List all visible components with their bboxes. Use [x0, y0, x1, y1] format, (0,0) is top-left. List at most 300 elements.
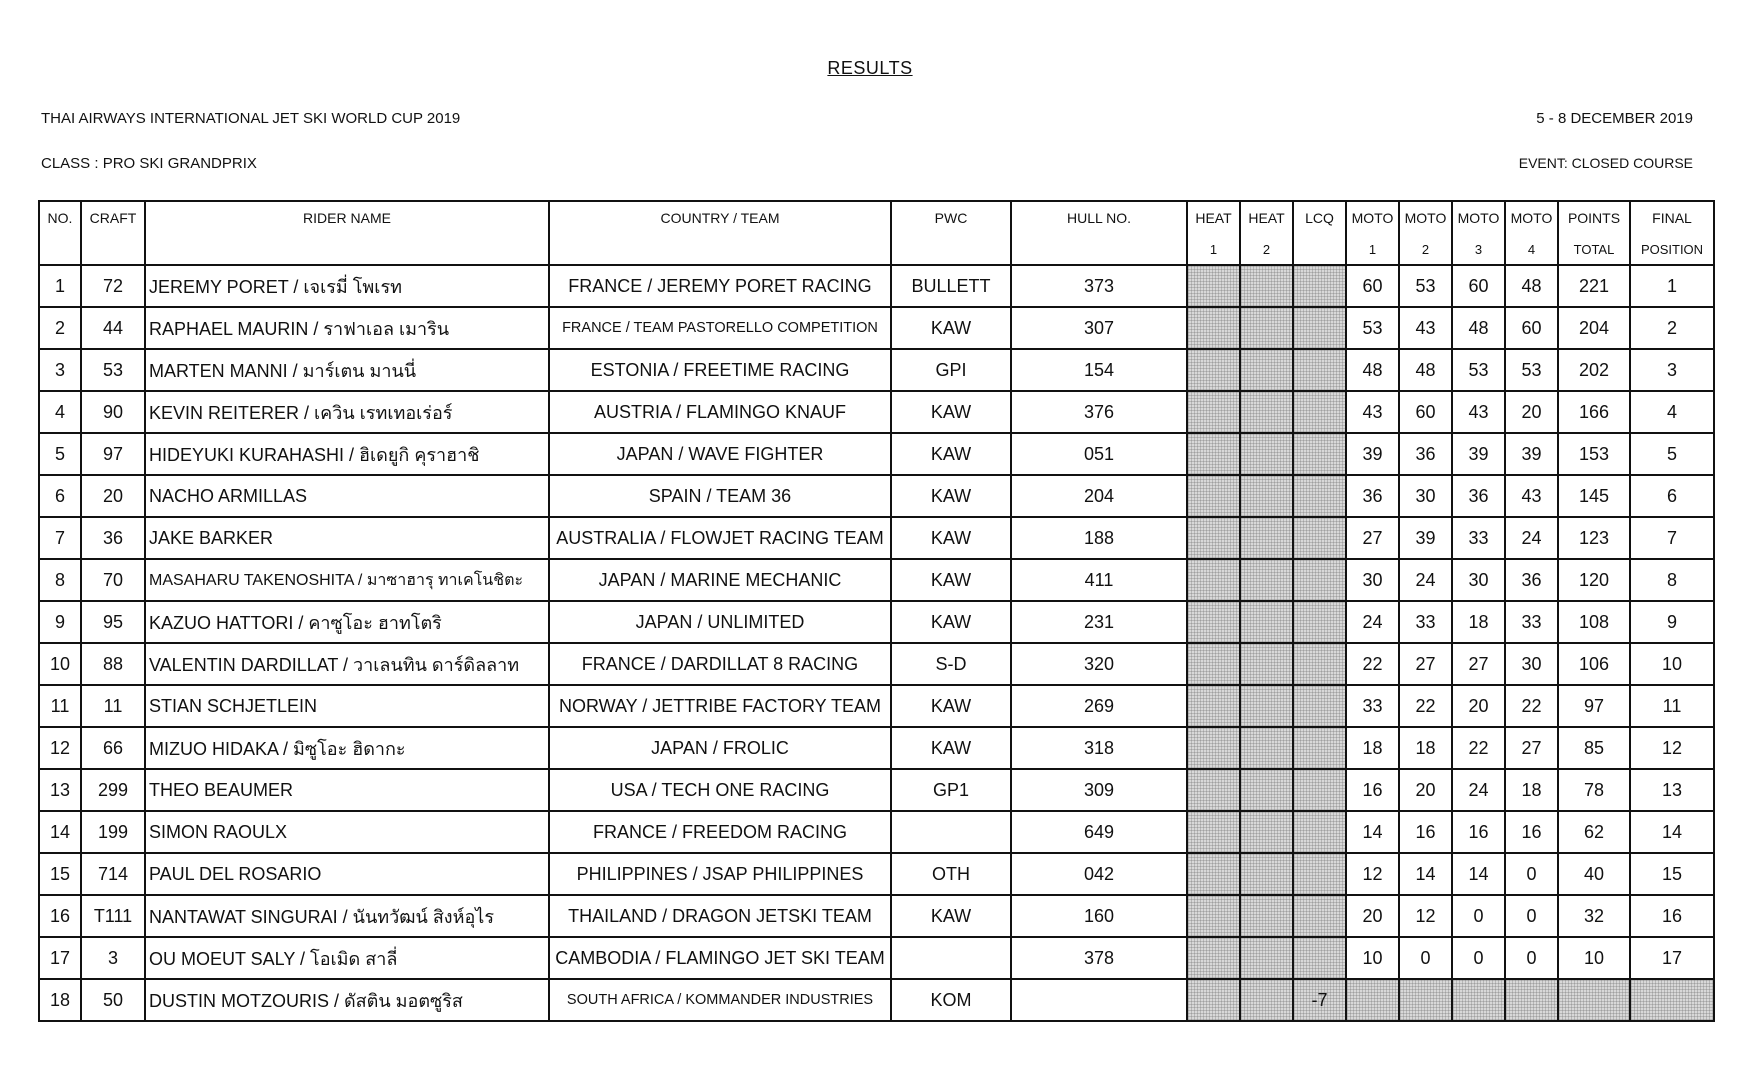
- cell-points-total: 202: [1558, 349, 1630, 391]
- cell-pwc: KAW: [891, 895, 1011, 937]
- cell-hull: [1011, 979, 1187, 1021]
- cell-rider: JAKE BARKER: [145, 517, 549, 559]
- cell-moto3: 22: [1452, 727, 1505, 769]
- cell-craft: 299: [81, 769, 145, 811]
- cell-moto2: 22: [1399, 685, 1452, 727]
- cell-rider: KEVIN REITERER / เควิน เรทเทอเร่อร์: [145, 391, 549, 433]
- cell-final-position: 13: [1630, 769, 1714, 811]
- cell-moto4: [1505, 979, 1558, 1021]
- table-row: [39, 433, 1714, 475]
- cell-craft: 53: [81, 349, 145, 391]
- cell-moto4: 48: [1505, 265, 1558, 307]
- table-row: [39, 727, 1714, 769]
- cell-craft: T111: [81, 895, 145, 937]
- table-row: [39, 685, 1714, 727]
- cell-pwc: KAW: [891, 727, 1011, 769]
- cell-heat2: [1240, 601, 1293, 643]
- cell-moto1: 53: [1346, 307, 1399, 349]
- page-title: RESULTS: [827, 58, 913, 78]
- col-rider-header: RIDER NAME: [145, 201, 549, 234]
- cell-lcq: [1293, 811, 1346, 853]
- cell-heat1: [1187, 769, 1240, 811]
- cell-moto2: 24: [1399, 559, 1452, 601]
- cell-hull: 204: [1011, 475, 1187, 517]
- table-row: [39, 559, 1714, 601]
- cell-points-total: 221: [1558, 265, 1630, 307]
- cell-pwc: [891, 811, 1011, 853]
- cell-pwc: KAW: [891, 601, 1011, 643]
- cell-moto1: 10: [1346, 937, 1399, 979]
- cell-moto4: 0: [1505, 895, 1558, 937]
- cell-moto1: 43: [1346, 391, 1399, 433]
- col-moto3-header: MOTO: [1452, 201, 1505, 234]
- cell-points-total: 204: [1558, 307, 1630, 349]
- cell-country: JAPAN / FROLIC: [549, 727, 891, 769]
- table-row: [39, 895, 1714, 937]
- cell-final-position: 17: [1630, 937, 1714, 979]
- table-row: [39, 391, 1714, 433]
- cell-no: 7: [39, 517, 81, 559]
- cell-craft: 199: [81, 811, 145, 853]
- cell-hull: 378: [1011, 937, 1187, 979]
- cell-country: SOUTH AFRICA / KOMMANDER INDUSTRIES: [549, 979, 891, 1021]
- cell-country: JAPAN / MARINE MECHANIC: [549, 559, 891, 601]
- cell-rider: PAUL DEL ROSARIO: [145, 853, 549, 895]
- cell-heat2: [1240, 433, 1293, 475]
- cell-lcq: [1293, 475, 1346, 517]
- cell-craft: 3: [81, 937, 145, 979]
- table-row: [39, 811, 1714, 853]
- cell-no: 3: [39, 349, 81, 391]
- cell-hull: 309: [1011, 769, 1187, 811]
- cell-craft: 66: [81, 727, 145, 769]
- cell-points-total: 123: [1558, 517, 1630, 559]
- cell-hull: 320: [1011, 643, 1187, 685]
- cell-moto4: 0: [1505, 937, 1558, 979]
- cell-rider: OU MOEUT SALY / โอเมิด สาลี่: [145, 937, 549, 979]
- cell-points-total: 145: [1558, 475, 1630, 517]
- cell-heat1: [1187, 853, 1240, 895]
- cell-heat2: [1240, 853, 1293, 895]
- cell-moto3: 39: [1452, 433, 1505, 475]
- cell-points-total: 106: [1558, 643, 1630, 685]
- col-final-header: FINAL: [1630, 201, 1714, 234]
- cell-pwc: KAW: [891, 517, 1011, 559]
- cell-moto4: 33: [1505, 601, 1558, 643]
- col-heat2-header: HEAT: [1240, 201, 1293, 234]
- cell-heat2: [1240, 769, 1293, 811]
- cell-country: AUSTRALIA / FLOWJET RACING TEAM: [549, 517, 891, 559]
- cell-final-position: 5: [1630, 433, 1714, 475]
- cell-moto2: 43: [1399, 307, 1452, 349]
- col-lcq-header: LCQ: [1293, 201, 1346, 234]
- cell-moto1: 39: [1346, 433, 1399, 475]
- cell-rider: JEREMY PORET / เจเรมี่ โพเรท: [145, 265, 549, 307]
- cell-moto4: 53: [1505, 349, 1558, 391]
- cell-heat1: [1187, 601, 1240, 643]
- cell-lcq: [1293, 307, 1346, 349]
- cell-heat1: [1187, 895, 1240, 937]
- cell-moto1: 22: [1346, 643, 1399, 685]
- cell-moto2: 30: [1399, 475, 1452, 517]
- col-total-sub: TOTAL: [1558, 234, 1630, 265]
- cell-pwc: GPI: [891, 349, 1011, 391]
- cell-moto3: 33: [1452, 517, 1505, 559]
- cell-hull: 373: [1011, 265, 1187, 307]
- cell-moto3: 20: [1452, 685, 1505, 727]
- cell-pwc: KAW: [891, 559, 1011, 601]
- cell-no: 5: [39, 433, 81, 475]
- cell-heat1: [1187, 349, 1240, 391]
- cell-country: NORWAY / JETTRIBE FACTORY TEAM: [549, 685, 891, 727]
- cell-lcq: [1293, 937, 1346, 979]
- cell-rider: KAZUO HATTORI / คาซูโอะ ฮาทโตริ: [145, 601, 549, 643]
- results-table: [38, 200, 1715, 1022]
- cell-moto1: 48: [1346, 349, 1399, 391]
- cell-lcq: [1293, 265, 1346, 307]
- cell-craft: 11: [81, 685, 145, 727]
- cell-moto1: 12: [1346, 853, 1399, 895]
- col-moto1-header: MOTO: [1346, 201, 1399, 234]
- col-craft-header: CRAFT: [81, 201, 145, 234]
- cell-no: 9: [39, 601, 81, 643]
- cell-no: 8: [39, 559, 81, 601]
- cell-rider: THEO BEAUMER: [145, 769, 549, 811]
- cell-craft: 88: [81, 643, 145, 685]
- cell-lcq: [1293, 559, 1346, 601]
- table-row: [39, 601, 1714, 643]
- cell-no: 18: [39, 979, 81, 1021]
- col-moto3-sub: 3: [1452, 234, 1505, 265]
- cell-heat1: [1187, 727, 1240, 769]
- cell-final-position: 8: [1630, 559, 1714, 601]
- table-row: [39, 265, 1714, 307]
- cell-pwc: KOM: [891, 979, 1011, 1021]
- cell-rider: STIAN SCHJETLEIN: [145, 685, 549, 727]
- cell-rider: VALENTIN DARDILLAT / วาเลนทิน ดาร์ดิลลาท: [145, 643, 549, 685]
- cell-heat1: [1187, 643, 1240, 685]
- cell-moto3: 53: [1452, 349, 1505, 391]
- col-heat1-sub: 1: [1187, 234, 1240, 265]
- col-country-header: COUNTRY / TEAM: [549, 201, 891, 234]
- cell-moto3: 14: [1452, 853, 1505, 895]
- cell-lcq: [1293, 685, 1346, 727]
- cell-no: 11: [39, 685, 81, 727]
- cell-points-total: 153: [1558, 433, 1630, 475]
- cell-moto1: 20: [1346, 895, 1399, 937]
- cell-moto2: 12: [1399, 895, 1452, 937]
- cell-country: SPAIN / TEAM 36: [549, 475, 891, 517]
- col-hull-header: HULL NO.: [1011, 201, 1187, 234]
- cell-points-total: 85: [1558, 727, 1630, 769]
- cell-pwc: KAW: [891, 391, 1011, 433]
- cell-heat1: [1187, 265, 1240, 307]
- cell-moto1: 33: [1346, 685, 1399, 727]
- cell-points-total: 62: [1558, 811, 1630, 853]
- cell-moto3: 0: [1452, 895, 1505, 937]
- cell-moto1: 14: [1346, 811, 1399, 853]
- cell-moto4: 43: [1505, 475, 1558, 517]
- cell-moto3: 24: [1452, 769, 1505, 811]
- cell-moto1: 60: [1346, 265, 1399, 307]
- cell-moto3: 48: [1452, 307, 1505, 349]
- cell-moto4: 20: [1505, 391, 1558, 433]
- cell-lcq: [1293, 853, 1346, 895]
- col-pwc-header: PWC: [891, 201, 1011, 234]
- cell-moto1: 16: [1346, 769, 1399, 811]
- cell-craft: 90: [81, 391, 145, 433]
- cell-lcq: [1293, 391, 1346, 433]
- cell-no: 2: [39, 307, 81, 349]
- cell-moto3: 36: [1452, 475, 1505, 517]
- cell-rider: SIMON RAOULX: [145, 811, 549, 853]
- cell-final-position: 11: [1630, 685, 1714, 727]
- cell-moto2: 33: [1399, 601, 1452, 643]
- cell-country: JAPAN / WAVE FIGHTER: [549, 433, 891, 475]
- cell-moto2: 20: [1399, 769, 1452, 811]
- cell-final-position: 12: [1630, 727, 1714, 769]
- cell-points-total: 32: [1558, 895, 1630, 937]
- cell-hull: 411: [1011, 559, 1187, 601]
- table-row: [39, 349, 1714, 391]
- cell-lcq: [1293, 643, 1346, 685]
- table-row: [39, 475, 1714, 517]
- cell-heat2: [1240, 811, 1293, 853]
- table-row: [39, 769, 1714, 811]
- cell-craft: 50: [81, 979, 145, 1021]
- cell-points-total: 97: [1558, 685, 1630, 727]
- cell-rider: MASAHARU TAKENOSHITA / มาซาฮารุ ทาเคโนชิตะ: [145, 559, 549, 601]
- cell-craft: 20: [81, 475, 145, 517]
- cell-pwc: KAW: [891, 307, 1011, 349]
- cell-craft: 97: [81, 433, 145, 475]
- cell-country: JAPAN / UNLIMITED: [549, 601, 891, 643]
- cell-moto1: 18: [1346, 727, 1399, 769]
- event-type: EVENT: CLOSED COURSE: [1518, 155, 1693, 171]
- cell-craft: 72: [81, 265, 145, 307]
- cell-moto3: 30: [1452, 559, 1505, 601]
- cell-heat1: [1187, 979, 1240, 1021]
- cell-moto2: 36: [1399, 433, 1452, 475]
- cell-pwc: S-D: [891, 643, 1011, 685]
- cell-pwc: KAW: [891, 433, 1011, 475]
- cell-moto3: 27: [1452, 643, 1505, 685]
- cell-moto4: 24: [1505, 517, 1558, 559]
- cell-final-position: 15: [1630, 853, 1714, 895]
- cell-pwc: KAW: [891, 475, 1011, 517]
- cell-moto4: 30: [1505, 643, 1558, 685]
- cell-craft: 44: [81, 307, 145, 349]
- cell-lcq: -7: [1293, 979, 1346, 1021]
- cell-points-total: 166: [1558, 391, 1630, 433]
- cell-hull: 154: [1011, 349, 1187, 391]
- cell-hull: 649: [1011, 811, 1187, 853]
- cell-moto1: 30: [1346, 559, 1399, 601]
- cell-country: USA / TECH ONE RACING: [549, 769, 891, 811]
- cell-final-position: 16: [1630, 895, 1714, 937]
- cell-country: FRANCE / JEREMY PORET RACING: [549, 265, 891, 307]
- cell-rider: NACHO ARMILLAS: [145, 475, 549, 517]
- cell-heat2: [1240, 979, 1293, 1021]
- col-position-sub: POSITION: [1630, 234, 1714, 265]
- cell-moto2: 39: [1399, 517, 1452, 559]
- cell-final-position: 9: [1630, 601, 1714, 643]
- cell-final-position: 4: [1630, 391, 1714, 433]
- cell-moto2: 0: [1399, 937, 1452, 979]
- cell-country: FRANCE / FREEDOM RACING: [549, 811, 891, 853]
- cell-moto4: 36: [1505, 559, 1558, 601]
- cell-country: AUSTRIA / FLAMINGO KNAUF: [549, 391, 891, 433]
- cell-no: 12: [39, 727, 81, 769]
- cell-moto3: 0: [1452, 937, 1505, 979]
- cell-rider: HIDEYUKI KURAHASHI / ฮิเดยูกิ คุราฮาชิ: [145, 433, 549, 475]
- col-moto4-header: MOTO: [1505, 201, 1558, 234]
- cell-final-position: 2: [1630, 307, 1714, 349]
- cell-no: 10: [39, 643, 81, 685]
- cell-points-total: 10: [1558, 937, 1630, 979]
- cell-rider: NANTAWAT SINGURAI / นันทวัฒน์ สิงห์อุไร: [145, 895, 549, 937]
- cell-hull: 231: [1011, 601, 1187, 643]
- cell-no: 16: [39, 895, 81, 937]
- table-row: [39, 937, 1714, 979]
- cell-moto2: [1399, 979, 1452, 1021]
- cell-pwc: BULLETT: [891, 265, 1011, 307]
- cell-moto1: 27: [1346, 517, 1399, 559]
- event-name: THAI AIRWAYS INTERNATIONAL JET SKI WORLD CUP 2019: [41, 110, 461, 127]
- class-label: CLASS : PRO SKI GRANDPRIX: [41, 155, 257, 172]
- col-no-header: NO.: [39, 201, 81, 234]
- cell-hull: 376: [1011, 391, 1187, 433]
- cell-pwc: OTH: [891, 853, 1011, 895]
- cell-no: 4: [39, 391, 81, 433]
- cell-moto2: 53: [1399, 265, 1452, 307]
- cell-heat2: [1240, 349, 1293, 391]
- cell-lcq: [1293, 601, 1346, 643]
- cell-points-total: 40: [1558, 853, 1630, 895]
- cell-moto4: 18: [1505, 769, 1558, 811]
- cell-no: 13: [39, 769, 81, 811]
- cell-moto3: 60: [1452, 265, 1505, 307]
- cell-country: ESTONIA / FREETIME RACING: [549, 349, 891, 391]
- cell-moto2: 14: [1399, 853, 1452, 895]
- cell-moto4: 16: [1505, 811, 1558, 853]
- cell-rider: MIZUO HIDAKA / มิซูโอะ ฮิดากะ: [145, 727, 549, 769]
- cell-lcq: [1293, 727, 1346, 769]
- cell-no: 1: [39, 265, 81, 307]
- cell-final-position: 6: [1630, 475, 1714, 517]
- cell-lcq: [1293, 349, 1346, 391]
- cell-no: 14: [39, 811, 81, 853]
- cell-pwc: GP1: [891, 769, 1011, 811]
- cell-heat1: [1187, 517, 1240, 559]
- cell-lcq: [1293, 769, 1346, 811]
- cell-moto2: 60: [1399, 391, 1452, 433]
- cell-pwc: KAW: [891, 685, 1011, 727]
- cell-points-total: [1558, 979, 1630, 1021]
- table-row: [39, 517, 1714, 559]
- cell-heat2: [1240, 391, 1293, 433]
- cell-no: 6: [39, 475, 81, 517]
- cell-moto4: 22: [1505, 685, 1558, 727]
- cell-moto1: 36: [1346, 475, 1399, 517]
- cell-lcq: [1293, 433, 1346, 475]
- col-heat2-sub: 2: [1240, 234, 1293, 265]
- cell-no: 15: [39, 853, 81, 895]
- cell-craft: 36: [81, 517, 145, 559]
- cell-final-position: 10: [1630, 643, 1714, 685]
- cell-heat1: [1187, 433, 1240, 475]
- cell-moto4: 39: [1505, 433, 1558, 475]
- cell-hull: 269: [1011, 685, 1187, 727]
- col-moto2-sub: 2: [1399, 234, 1452, 265]
- event-dates: 5 - 8 DECEMBER 2019: [1536, 110, 1693, 127]
- cell-final-position: 1: [1630, 265, 1714, 307]
- cell-moto2: 18: [1399, 727, 1452, 769]
- cell-craft: 95: [81, 601, 145, 643]
- cell-moto2: 27: [1399, 643, 1452, 685]
- cell-hull: 307: [1011, 307, 1187, 349]
- cell-heat1: [1187, 685, 1240, 727]
- cell-country: PHILIPPINES / JSAP PHILIPPINES: [549, 853, 891, 895]
- cell-hull: 042: [1011, 853, 1187, 895]
- cell-heat2: [1240, 517, 1293, 559]
- table-row: [39, 979, 1714, 1021]
- cell-rider: MARTEN MANNI / มาร์เตน มานนี่: [145, 349, 549, 391]
- col-points-header: POINTS: [1558, 201, 1630, 234]
- cell-moto1: 24: [1346, 601, 1399, 643]
- cell-hull: 160: [1011, 895, 1187, 937]
- cell-moto1: [1346, 979, 1399, 1021]
- cell-moto4: 27: [1505, 727, 1558, 769]
- table-row: [39, 307, 1714, 349]
- cell-moto4: 60: [1505, 307, 1558, 349]
- cell-final-position: 7: [1630, 517, 1714, 559]
- col-moto2-header: MOTO: [1399, 201, 1452, 234]
- cell-heat1: [1187, 391, 1240, 433]
- table-row: [39, 643, 1714, 685]
- cell-heat2: [1240, 559, 1293, 601]
- cell-lcq: [1293, 895, 1346, 937]
- cell-country: FRANCE / DARDILLAT 8 RACING: [549, 643, 891, 685]
- cell-pwc: [891, 937, 1011, 979]
- cell-moto3: 18: [1452, 601, 1505, 643]
- cell-country: FRANCE / TEAM PASTORELLO COMPETITION: [549, 307, 891, 349]
- cell-heat2: [1240, 475, 1293, 517]
- cell-heat2: [1240, 643, 1293, 685]
- cell-moto2: 16: [1399, 811, 1452, 853]
- cell-country: CAMBODIA / FLAMINGO JET SKI TEAM: [549, 937, 891, 979]
- cell-heat1: [1187, 475, 1240, 517]
- cell-points-total: 108: [1558, 601, 1630, 643]
- cell-lcq: [1293, 517, 1346, 559]
- cell-craft: 70: [81, 559, 145, 601]
- cell-moto3: 43: [1452, 391, 1505, 433]
- cell-heat2: [1240, 307, 1293, 349]
- cell-moto4: 0: [1505, 853, 1558, 895]
- cell-hull: 188: [1011, 517, 1187, 559]
- cell-moto3: [1452, 979, 1505, 1021]
- cell-rider: RAPHAEL MAURIN / ราฟาเอล เมาริน: [145, 307, 549, 349]
- cell-heat2: [1240, 937, 1293, 979]
- cell-heat1: [1187, 307, 1240, 349]
- col-moto4-sub: 4: [1505, 234, 1558, 265]
- col-heat1-header: HEAT: [1187, 201, 1240, 234]
- cell-final-position: 14: [1630, 811, 1714, 853]
- cell-heat1: [1187, 559, 1240, 601]
- cell-final-position: 3: [1630, 349, 1714, 391]
- table-row: [39, 853, 1714, 895]
- cell-heat2: [1240, 895, 1293, 937]
